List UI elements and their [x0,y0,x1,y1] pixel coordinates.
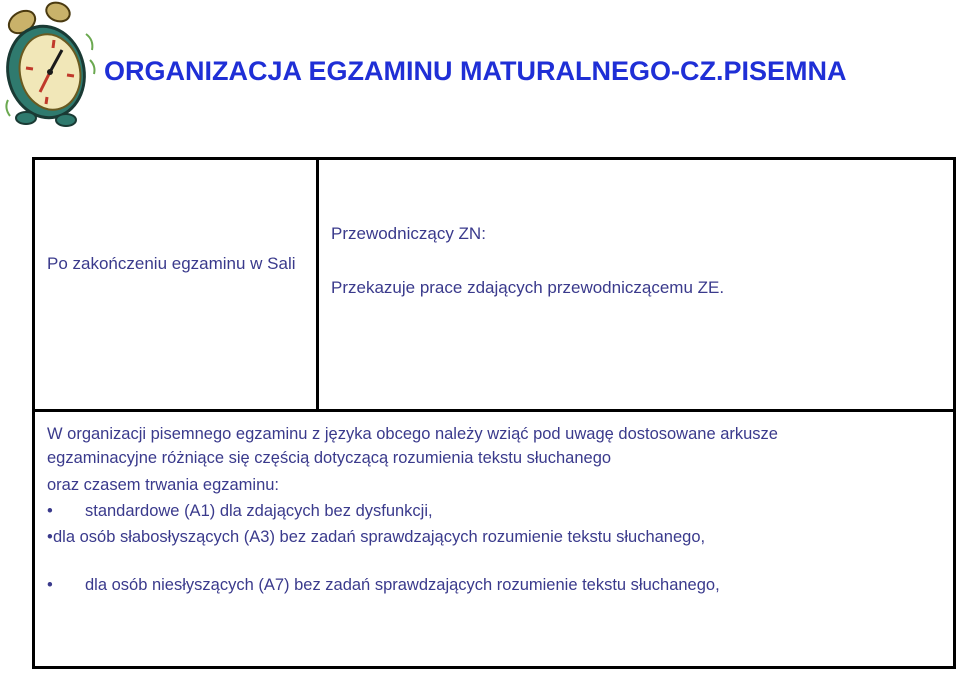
left-cell-text: Po zakończeniu egzaminu w Sali [47,254,296,273]
note-line-2: egzaminacyjne różniące się częścią dotyczącą rozumienia tekstu słuchanego [47,449,612,467]
bullet-text: dla osób słabosłyszących (A3) bez zadań sprawdzających rozumienie tekstu słuchanego, [53,528,706,546]
bullet-text: dla osób niesłyszących (A7) bez zadań sprawdzających rozumienie tekstu słuchanego, [85,576,720,594]
page-title: ORGANIZACJA EGZAMINU MATURALNEGO-CZ.PISEMNA [104,56,847,86]
alarm-clock-icon [0,0,102,140]
bullet-item [47,525,945,549]
right-cell-heading: Przewodniczący ZN: [331,224,486,243]
bullet-item [47,573,945,597]
right-cell-text: Przekazuje prace zdających przewodniczącemu ZE. [331,278,725,297]
table-cell-left [35,160,319,412]
table-cell-right [319,160,953,412]
content-table [32,157,956,669]
bullet-item [47,499,945,523]
note-line-1: W organizacji pisemnego egzaminu z języka obcego należy wziąć pod uwagę dostosowane arkusze [47,425,778,443]
bullet-text: standardowe (A1) dla zdających bez dysfunkcji, [85,502,433,520]
table-note [47,422,945,597]
bullet-icon: • [47,502,53,520]
bullet-icon: • [47,576,53,594]
bullet-icon: • [47,528,53,546]
note-line-3: oraz czasem trwania egzaminu: [47,476,280,494]
